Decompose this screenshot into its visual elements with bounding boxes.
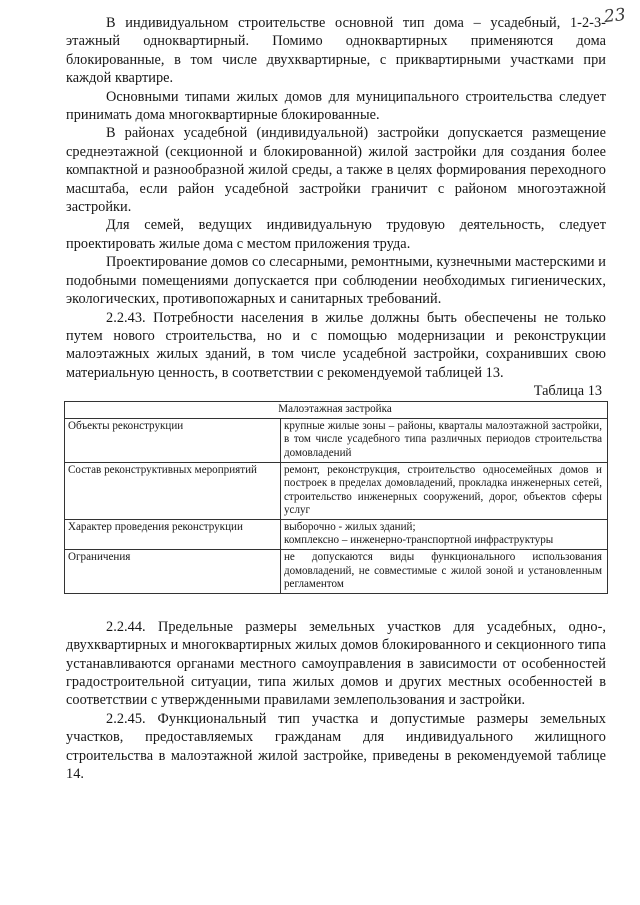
row-label: Характер проведения реконструкции xyxy=(65,519,281,549)
row-value xyxy=(281,519,608,549)
row-label: Состав реконструктивных мероприятий xyxy=(65,462,281,519)
paragraph: В индивидуальном строительстве основной тип дома – усадебный, 1-2-3-этажный одноквартирный. Помимо одноквартирных применяются дома блокированные, в том числе двухквартирные, с приквартирными участками при каждой квартире. xyxy=(66,15,606,87)
paragraph: 2.2.44. Предельные размеры земельных участков для усадебных, одно-, двухквартирных и многоквартирных жилых домов блокированного и секционного типа устанавливаются органами местного самоуправления в зависимости от особенностей градостроительной ситуации, типа жилых домов и других местных особенностей в соответствии с утвержденными правилами землепользования и застройки. xyxy=(66,618,606,709)
paragraph: В районах усадебной (индивидуальной) застройки допускается размещение среднеэтажной (секционной и блокированной) жилой застройки для создания более компактной и разнообразной жилой среды, а также в целях формирования переходного масштаба, если район усадебной застройки граничит с районом многоэтажной застройки. xyxy=(66,125,606,216)
table-row xyxy=(65,519,608,549)
table-header-row xyxy=(65,402,608,419)
paragraph: 2.2.43. Потребности населения в жилье должны быть обеспечены не только путем нового строительства, но и с помощью модернизации и реконструкции малоэтажных жилых зданий, в том числе усадебной застройки, сохранивших свою материальную ценность, в соответствии с рекомендуемой таблицей 13. xyxy=(66,309,606,381)
row-label: Ограничения xyxy=(65,550,281,594)
table-row xyxy=(65,418,608,462)
table-caption: Таблица 13 xyxy=(533,383,602,400)
paragraph: Основными типами жилых домов для муниципального строительства следует принимать дома многоквартирные блокированные. xyxy=(66,88,606,124)
spacer xyxy=(66,594,606,618)
row-value-line: выборочно - жилых зданий; xyxy=(284,520,416,533)
table-header: Малоэтажная застройка xyxy=(65,402,608,419)
table-row xyxy=(65,550,608,594)
document-body xyxy=(66,14,606,784)
reconstruction-table xyxy=(64,401,608,594)
page-number: 23 xyxy=(603,4,627,28)
row-value: крупные жилые зоны – районы, кварталы малоэтажной застройки, в том числе усадебного типа различных периодов строительства домовладений xyxy=(281,418,608,462)
paragraph: Для семей, ведущих индивидуальную трудовую деятельность, следует проектировать жилые дома с местом приложения труда. xyxy=(66,217,606,252)
row-value: ремонт, реконструкция, строительство односемейных домов и построек в пределах домовладений, прокладка инженерных сетей, строительство инженерных сооружений, дорог, объектов сферы услуг xyxy=(281,462,608,519)
row-value-line: комплексно – инженерно-транспортной инфраструктуры xyxy=(284,534,554,547)
paragraph: 2.2.45. Функциональный тип участка и допустимые размеры земельных участков, предоставляемых гражданам для индивидуального жилищного строительства в малоэтажной жилой застройке, приведены в рекомендуемой таблице 14. xyxy=(66,710,606,783)
row-label: Объекты реконструкции xyxy=(65,418,281,462)
paragraph: Проектирование домов со слесарными, ремонтными, кузнечными мастерскими и подобными помещениями допускается при соблюдении необходимых гигиенических, экологических, противопожарных и санитарных требований. xyxy=(66,254,606,308)
row-value: не допускаются виды функционального использования домовладений, не совместимые с жилой зоной и установленным регламентом xyxy=(281,550,608,594)
table-row xyxy=(65,462,608,519)
